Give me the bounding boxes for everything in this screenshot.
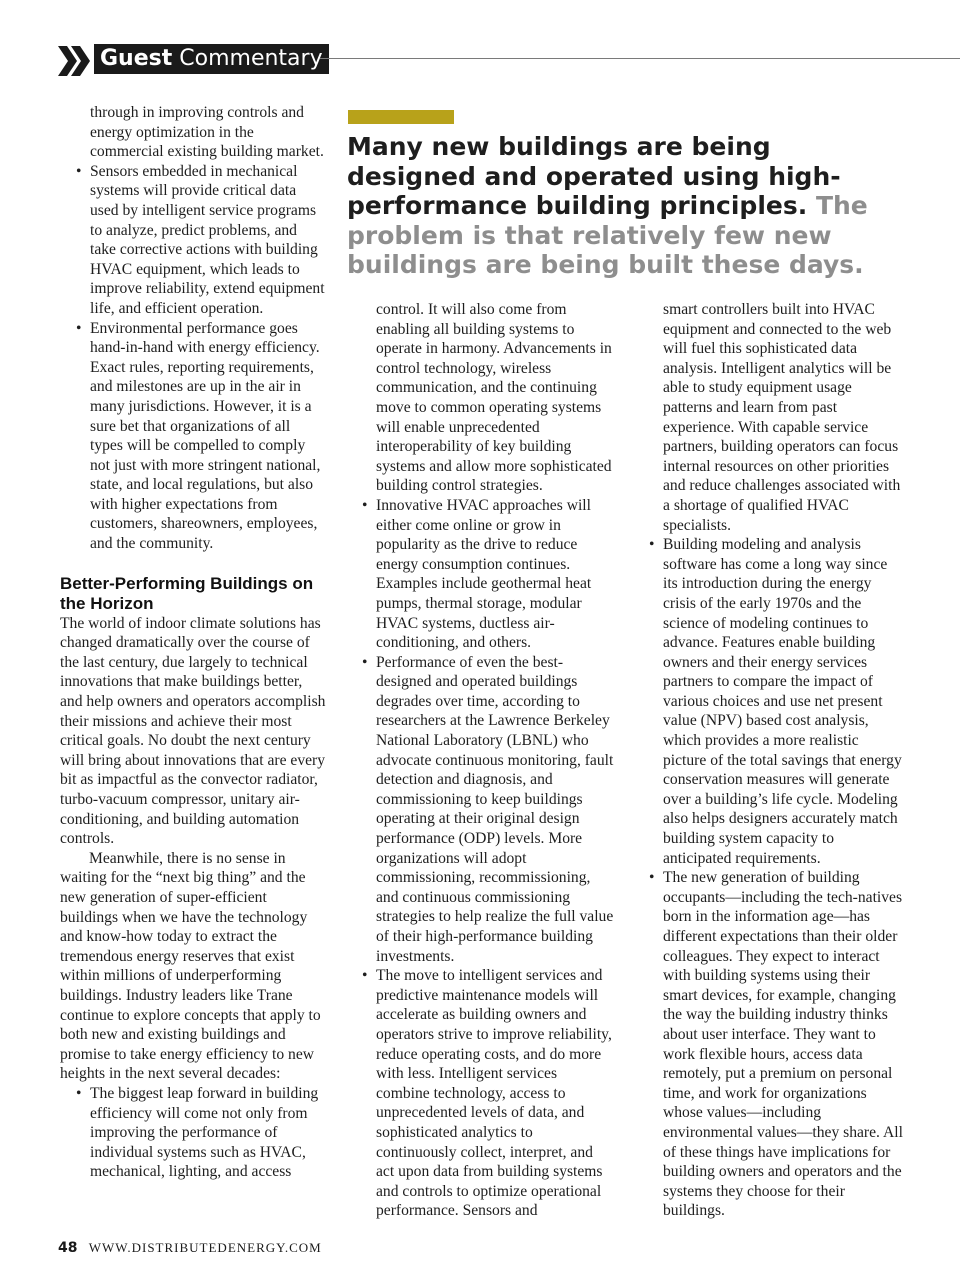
- section-subhead: Better-Performing Buildings on the Horizon: [60, 573, 314, 613]
- col2-bullet-list: [346, 496, 614, 1221]
- col2-bullet-1: • Innovative HVAC approaches will either come online or grow in popularity as the drive to reduce energy consumption continues. Examples include geothermal heat pumps, thermal storage, modular HVAC systems, ductless air-conditioning, and others.: [346, 496, 614, 653]
- col1-bullet-3: • The biggest leap forward in building efficiency will come not only from improving the performance of individual systems such as HVAC, mechanical, lighting, and access: [60, 1084, 326, 1182]
- pullquote-dark-text: Many new buildings are being designed and operated using high-performance building principles.: [347, 132, 841, 221]
- pullquote-gray-text: The problem is that relatively few new buildings are being built these days.: [347, 191, 868, 280]
- col1-bullet-list-2: [60, 1084, 326, 1182]
- col1-continued-text: through in improving controls and energy optimization in the commercial existing building market.: [90, 104, 324, 161]
- col3-bullet-1: • Building modeling and analysis software has come a long way since its introduction during the energy crisis of the early 1970s and the science of modeling continues to advance. Features enable building owners and their energy services partners to compare the impact of various choices and use net present value (NPV) based cost analysis, which provides a more realistic picture of the total savings that energy conservation measures will generate over a building’s life cycle. Modeling also helps designers accurately match building system capacity to anticipated requirements.: [633, 535, 903, 868]
- section-tag: [94, 44, 329, 74]
- column-1: [60, 103, 326, 1182]
- pullquote-accent-bar: [348, 110, 454, 124]
- col3-continued-text: smart controllers built into HVAC equipment and connected to the web will fuel this sophisticated data analysis. Intelligent analytics will be able to study equipment usage patterns and learn from past experience. With capable service partners, building operators can focus internal resources on other priorities and reduce challenges associated with a shortage of qualified HVAC specialists.: [663, 301, 901, 534]
- col1-bullet-list: [60, 162, 326, 554]
- col1-bullet-2: • Environmental performance goes hand-in-hand with energy efficiency. Exact rules, reporting requirements, and milestones are up in the air in many jurisdictions. However, it is a sure bet that organizations of all types will be compelled to comply not just with more stringent national, state, and local regulations, but also with higher expectations from customers, shareowners, employees, and the community.: [60, 319, 326, 554]
- double-chevron-icon: [58, 46, 92, 76]
- col3-bullet-list: [633, 535, 903, 1221]
- col3-bullet-2: • The new generation of building occupants—including the tech-natives born in the information age—has different expectations than their older colleagues. They expect to interact with building systems using their smart devices, for example, changing the way the building industry thinks about user interface. They want to work flexible hours, access data remotely, put a premium on personal time, and work for organizations whose values—including environmental values—they share. All of these things have implications for building owners and operators and the systems they choose for their buildings.: [633, 868, 903, 1221]
- section-tag-light: Commentary: [179, 46, 323, 71]
- col1-bullet-1: • Sensors embedded in mechanical systems will provide critical data used by intelligent service programs to analyze, predict problems, and take corrective actions with building HVAC equipment, which leads to improve reliability, extend equipment life, and efficient operation.: [60, 162, 326, 319]
- col2-bullet-2: • Performance of even the best-designed and operated buildings degrades over time, according to researchers at the Lawrence Berkeley National Laboratory (LBNL) who advocate continuous monitoring, fault detection and diagnosis, and commissioning to keep buildings operating at their original design performance (ODP) levels. More organizations will adopt commissioning, recommissioning, and continuous commissioning strategies to help realize the full value of their high-performance building investments.: [346, 653, 614, 967]
- footer-website: WWW.DISTRIBUTEDENERGY.COM: [88, 1240, 322, 1255]
- header-rule: [320, 58, 960, 59]
- pullquote: [347, 132, 907, 280]
- section-tag-bold: Guest: [100, 46, 173, 71]
- section-header: [58, 44, 960, 76]
- page-number: 48: [58, 1240, 78, 1256]
- page-footer: [58, 1240, 322, 1256]
- col2-bullet-3: • The move to intelligent services and predictive maintenance models will accelerate as building owners and operators strive to improve reliability, reduce operating costs, and do more with less. Intelligent services combine technology, access to unprecedented levels of data, and sophisticated analytics to continuously collect, interpret, and act upon data from building systems and controls to optimize operational performance. Sensors and: [346, 966, 614, 1221]
- column-3: [633, 300, 903, 1221]
- col1-paragraph-1: The world of indoor climate solutions has changed dramatically over the course of the last century, due largely to technical innovations that make buildings better, and help owners and operators accomplish their missions and achieve their most critical goals. No doubt the next century will bring about innovations that are every bit as impactful as the convector radiator, turbo-vacuum compressor, unitary air-conditioning, and building automation controls.: [60, 614, 326, 848]
- column-2: [346, 300, 614, 1221]
- col1-paragraph-2: Meanwhile, there is no sense in waiting for the “next big thing” and the new generation of super-efficient buildings when we have the technology and know-how today to extract the tremendous energy reserves that exist within millions of underperforming buildings. Industry leaders like Trane continue to explore concepts that apply to both new and existing buildings and promise to take energy efficiency to new heights in the next several decades:: [60, 849, 321, 1083]
- col2-continued-text: control. It will also come from enabling all building systems to operate in harmony. Advancements in control technology, wireless communication, and the continuing move to common operating systems will enable unprecedented interoperability of key building systems and allow more sophisticated building control strategies.: [376, 301, 612, 495]
